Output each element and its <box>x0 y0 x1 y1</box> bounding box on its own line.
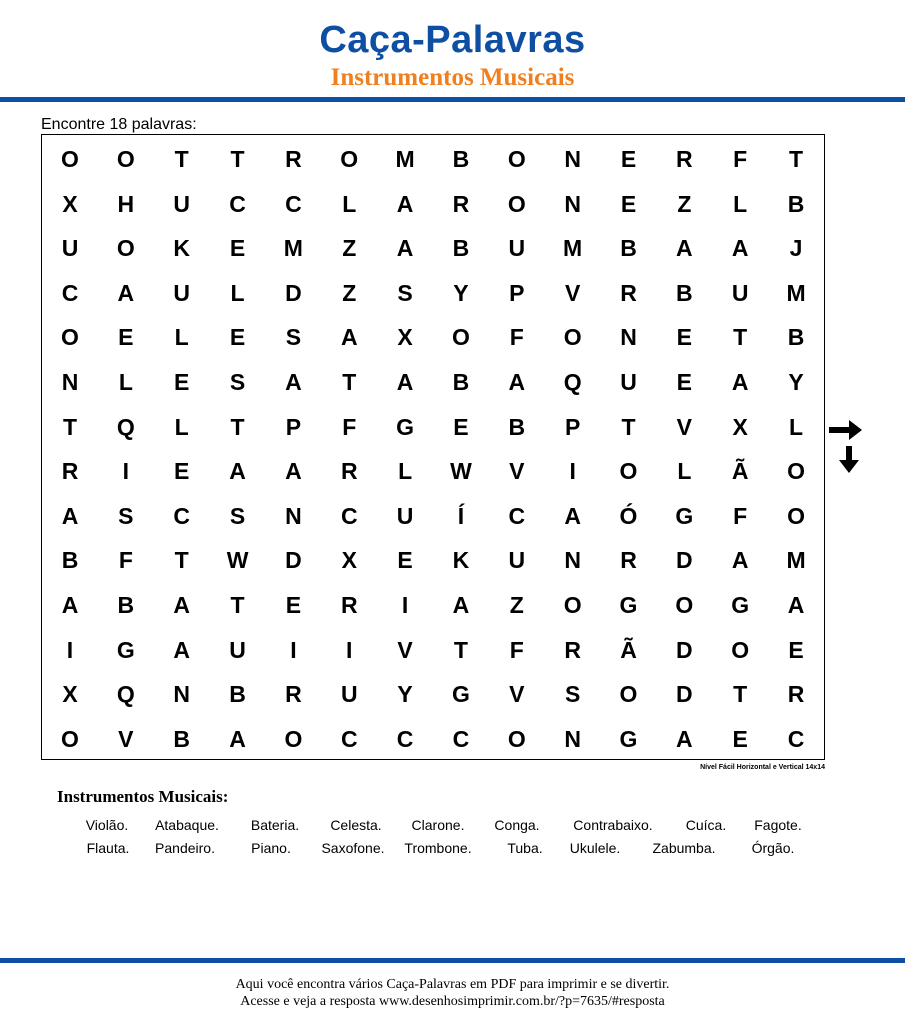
grid-letter: R <box>564 636 581 663</box>
grid-letter: Y <box>397 681 413 708</box>
grid-letter: A <box>61 502 79 529</box>
grid-letter: T <box>733 681 748 708</box>
grid-letter: R <box>620 279 637 306</box>
grid-letter: Z <box>342 279 357 306</box>
grid-letter: T <box>230 146 245 172</box>
grid-letter: R <box>285 681 302 708</box>
word-list-item: Conga. <box>494 817 540 833</box>
page-subtitle: Instrumentos Musicais <box>330 64 575 91</box>
grid-letter: N <box>564 146 581 172</box>
grid-letter: A <box>564 502 581 529</box>
grid-letter: I <box>569 458 576 485</box>
grid-letter: A <box>508 369 526 395</box>
grid-letter: A <box>396 369 414 395</box>
grid-letter: R <box>452 190 470 217</box>
grid-letter: C <box>229 190 246 217</box>
grid-letter: A <box>396 235 414 262</box>
grid-letter: E <box>676 369 693 395</box>
grid-letter: N <box>564 190 581 217</box>
grid-letter: Y <box>788 369 804 395</box>
arrow-right-icon <box>829 420 863 440</box>
word-list-item: Tuba. <box>507 840 543 856</box>
grid-letter: T <box>789 146 804 172</box>
grid-letter: O <box>116 146 135 172</box>
grid-letter: U <box>620 369 637 395</box>
word-list-item: Piano. <box>251 840 291 856</box>
grid-letter: X <box>732 413 748 440</box>
grid-letter: S <box>118 502 134 529</box>
grid-letter: L <box>230 279 245 306</box>
grid-letter: V <box>676 413 693 440</box>
grid-letter: S <box>285 324 302 351</box>
grid-letter: H <box>117 190 135 217</box>
grid-letter: U <box>229 636 246 663</box>
grid-letter: C <box>396 725 414 752</box>
grid-letter: T <box>621 413 636 440</box>
grid-letter: M <box>786 547 806 574</box>
word-list-item: Celesta. <box>330 817 382 833</box>
grid-letter: N <box>620 324 637 351</box>
grid-letter: E <box>397 547 413 574</box>
grid-letter: R <box>340 592 358 618</box>
grid-letter: Ã <box>620 636 637 663</box>
grid-letter: Ó <box>619 502 638 529</box>
grid-letter: F <box>733 502 748 529</box>
word-list-item: Violão. <box>85 817 129 833</box>
grid-letter: Ã <box>731 458 749 485</box>
grid-letter: F <box>509 324 524 351</box>
grid-letter: A <box>676 725 693 752</box>
grid-letter: O <box>340 146 359 172</box>
grid-letter: L <box>174 413 189 440</box>
word-list-item: Saxofone. <box>321 840 385 856</box>
grid-letter: O <box>507 190 526 217</box>
grid-letter: C <box>285 190 302 217</box>
grid-letter: A <box>396 190 414 217</box>
grid-letter: E <box>285 592 302 618</box>
grid-letter: I <box>346 636 353 663</box>
grid-letter: I <box>66 636 74 663</box>
grid-letter: Z <box>677 190 692 217</box>
grid-letter: T <box>453 636 468 663</box>
grid-letter: E <box>453 413 469 440</box>
grid-letter: U <box>173 190 190 217</box>
footer-text: Aqui você encontra vários Caça-Palavras em PDF para imprimir e se divertir. <box>235 977 670 992</box>
grid-letter: T <box>174 146 189 172</box>
grid-letter: C <box>173 502 190 529</box>
grid-letter: V <box>564 279 581 306</box>
difficulty-label: Nível Fácil Horizontal e Vertical 14x14 <box>700 764 825 771</box>
grid-letter: M <box>283 235 303 262</box>
grid-letter: V <box>397 636 413 663</box>
grid-letter: V <box>509 681 525 708</box>
grid-letter: G <box>731 592 750 618</box>
grid-letter: O <box>61 725 79 752</box>
grid-letter: D <box>676 636 693 663</box>
grid-letter: D <box>676 547 693 574</box>
word-list-item: Contrabaixo. <box>573 817 653 833</box>
grid-letter: A <box>676 235 693 262</box>
word-search-grid <box>41 134 825 760</box>
grid-letter: E <box>174 369 190 395</box>
grid-letter: A <box>731 235 749 262</box>
grid-letter: F <box>733 146 748 172</box>
grid-letter: E <box>229 235 246 262</box>
word-list-item: Órgão. <box>751 840 795 856</box>
grid-letter: A <box>285 369 302 395</box>
grid-letter: E <box>118 324 134 351</box>
grid-letter: U <box>508 547 526 574</box>
grid-letter: B <box>452 369 470 395</box>
grid-letter: C <box>787 725 805 752</box>
page-title: Caça-Palavras <box>319 19 586 61</box>
grid-letter: Q <box>563 369 582 395</box>
grid-letter: W <box>226 547 249 574</box>
grid-letter: L <box>677 458 692 485</box>
grid-letter: C <box>452 725 470 752</box>
grid-letter: N <box>285 502 302 529</box>
grid-letter: W <box>450 458 472 485</box>
grid-letter: B <box>229 681 246 708</box>
grid-letter: Q <box>116 413 135 440</box>
grid-letter: A <box>61 592 79 618</box>
grid-letter: F <box>342 413 357 440</box>
grid-letter: L <box>118 369 133 395</box>
grid-letter: S <box>229 369 246 395</box>
grid-letter: A <box>340 324 358 351</box>
grid-letter: I <box>122 458 130 485</box>
grid-letter: M <box>395 146 415 172</box>
grid-letter: B <box>173 725 190 752</box>
grid-letter: S <box>564 681 581 708</box>
word-list-item: Fagote. <box>754 817 802 833</box>
grid-letter: Z <box>509 592 524 618</box>
grid-letter: T <box>733 324 748 351</box>
grid-letter: R <box>61 458 79 485</box>
grid-letter: P <box>564 413 581 440</box>
grid-letter: A <box>229 725 246 752</box>
grid-letter: A <box>117 279 135 306</box>
grid-letter: C <box>61 279 79 306</box>
grid-letter: K <box>173 235 190 262</box>
grid-letter: A <box>731 369 749 395</box>
grid-letter: G <box>116 636 135 663</box>
grid-letter: B <box>452 146 470 172</box>
grid-letter: E <box>174 458 190 485</box>
grid-letter: B <box>117 592 135 618</box>
arrow-down-icon <box>839 446 859 474</box>
grid-letter: G <box>619 725 638 752</box>
grid-letter: G <box>451 681 470 708</box>
grid-letter: M <box>563 235 583 262</box>
word-list-item: Clarone. <box>411 817 465 833</box>
grid-letter: S <box>229 502 246 529</box>
grid-letter: E <box>229 324 246 351</box>
grid-letter: O <box>619 458 638 485</box>
grid-letter: X <box>397 324 413 351</box>
grid-letter: F <box>509 636 524 663</box>
grid-letter: A <box>787 592 805 618</box>
grid-letter: G <box>619 592 638 618</box>
grid-letter: D <box>285 279 302 306</box>
grid-letter: F <box>118 547 133 574</box>
footer-divider <box>0 958 905 963</box>
grid-letter: O <box>563 324 582 351</box>
grid-letter: O <box>61 146 79 172</box>
grid-letter: T <box>230 592 245 618</box>
grid-letter: N <box>61 369 79 395</box>
grid-letter: U <box>61 235 79 262</box>
grid-letter: U <box>340 681 358 708</box>
grid-letter: D <box>285 547 302 574</box>
word-list-item: Ukulele. <box>569 840 621 856</box>
grid-letter: A <box>285 458 302 485</box>
grid-letter: C <box>508 502 526 529</box>
grid-letter: Z <box>342 235 357 262</box>
grid-letter: C <box>340 725 358 752</box>
header-divider <box>0 97 905 102</box>
grid-letter: N <box>564 725 581 752</box>
word-list-row-2 <box>60 838 830 858</box>
grid-letter: B <box>452 235 470 262</box>
grid-letter: O <box>284 725 303 752</box>
word-list-title: Instrumentos Musicais: <box>57 787 229 806</box>
grid-letter: E <box>620 146 637 172</box>
grid-letter: O <box>563 592 582 618</box>
grid-letter: G <box>396 413 415 440</box>
grid-letter: A <box>173 636 190 663</box>
grid-letter: O <box>451 324 470 351</box>
grid-letter: O <box>731 636 750 663</box>
grid-letter: X <box>62 190 78 217</box>
word-list-item: Pandeiro. <box>155 840 215 856</box>
grid-letter: E <box>676 324 693 351</box>
grid-letter: O <box>787 502 805 529</box>
grid-letter: B <box>61 547 79 574</box>
grid-letter: B <box>508 413 526 440</box>
grid-letter: V <box>118 725 134 752</box>
grid-letter: Y <box>453 279 469 306</box>
grid-letter: U <box>173 279 190 306</box>
grid-letter: B <box>787 324 805 351</box>
grid-letter: J <box>789 235 803 262</box>
grid-letter: X <box>62 681 78 708</box>
grid-letter: B <box>620 235 637 262</box>
grid-letter: E <box>620 190 637 217</box>
grid-letter: U <box>396 502 414 529</box>
grid-letter: E <box>732 725 748 752</box>
grid-letter: R <box>676 146 693 172</box>
grid-letter: L <box>174 324 189 351</box>
grid-letter: O <box>619 681 638 708</box>
word-list-row-1 <box>60 815 830 835</box>
grid-letter: L <box>398 458 413 485</box>
grid-letter: I <box>290 636 297 663</box>
grid-letter: R <box>340 458 358 485</box>
grid-letter: P <box>285 413 302 440</box>
grid-letter: L <box>789 413 804 440</box>
grid-letter: B <box>676 279 693 306</box>
grid-letter: M <box>786 279 806 306</box>
puzzle-prompt: Encontre 18 palavras: <box>41 116 197 133</box>
grid-letter: O <box>675 592 694 618</box>
grid-letter: L <box>733 190 748 217</box>
grid-letter: A <box>173 592 190 618</box>
grid-letter: T <box>342 369 357 395</box>
grid-letter: S <box>397 279 413 306</box>
grid-letter: N <box>173 681 190 708</box>
grid-letter: O <box>787 458 805 485</box>
grid-letter: G <box>675 502 694 529</box>
word-list-item: Atabaque. <box>155 817 219 833</box>
grid-letter: V <box>509 458 525 485</box>
grid-letter: O <box>507 725 526 752</box>
grid-letter: L <box>342 190 357 217</box>
word-list-item: Cuíca. <box>685 817 727 833</box>
grid-letter: C <box>340 502 358 529</box>
grid-letter: A <box>452 592 470 618</box>
grid-letter: R <box>285 146 302 172</box>
grid-letter: B <box>787 190 805 217</box>
grid-letter: T <box>174 547 189 574</box>
word-list-item: Bateria. <box>250 817 300 833</box>
grid-letter: E <box>788 636 804 663</box>
footer-link-text: Acesse e veja a resposta www.desenhosimprimir.com.br/?p=7635/#resposta <box>240 994 665 1009</box>
grid-letter: A <box>229 458 246 485</box>
grid-letter: K <box>452 547 470 574</box>
grid-letter: X <box>341 547 357 574</box>
grid-letter: R <box>620 547 637 574</box>
grid-letter: Q <box>116 681 135 708</box>
word-list-item: Trombone. <box>404 840 472 856</box>
grid-letter: A <box>731 547 749 574</box>
grid-letter: P <box>509 279 525 306</box>
grid-letter: O <box>507 146 526 172</box>
word-list-item: Zabumba. <box>652 840 716 856</box>
grid-letter: Í <box>457 502 465 529</box>
grid-letter: O <box>61 324 79 351</box>
grid-letter: D <box>676 681 693 708</box>
grid-letter: U <box>731 279 749 306</box>
grid-letter: O <box>116 235 135 262</box>
grid-letter: I <box>401 592 409 618</box>
grid-letter: N <box>564 547 581 574</box>
grid-letter: U <box>508 235 526 262</box>
grid-letter: T <box>230 413 245 440</box>
grid-letter: T <box>62 413 78 440</box>
word-list-item: Flauta. <box>86 840 130 856</box>
grid-letter: R <box>787 681 805 708</box>
